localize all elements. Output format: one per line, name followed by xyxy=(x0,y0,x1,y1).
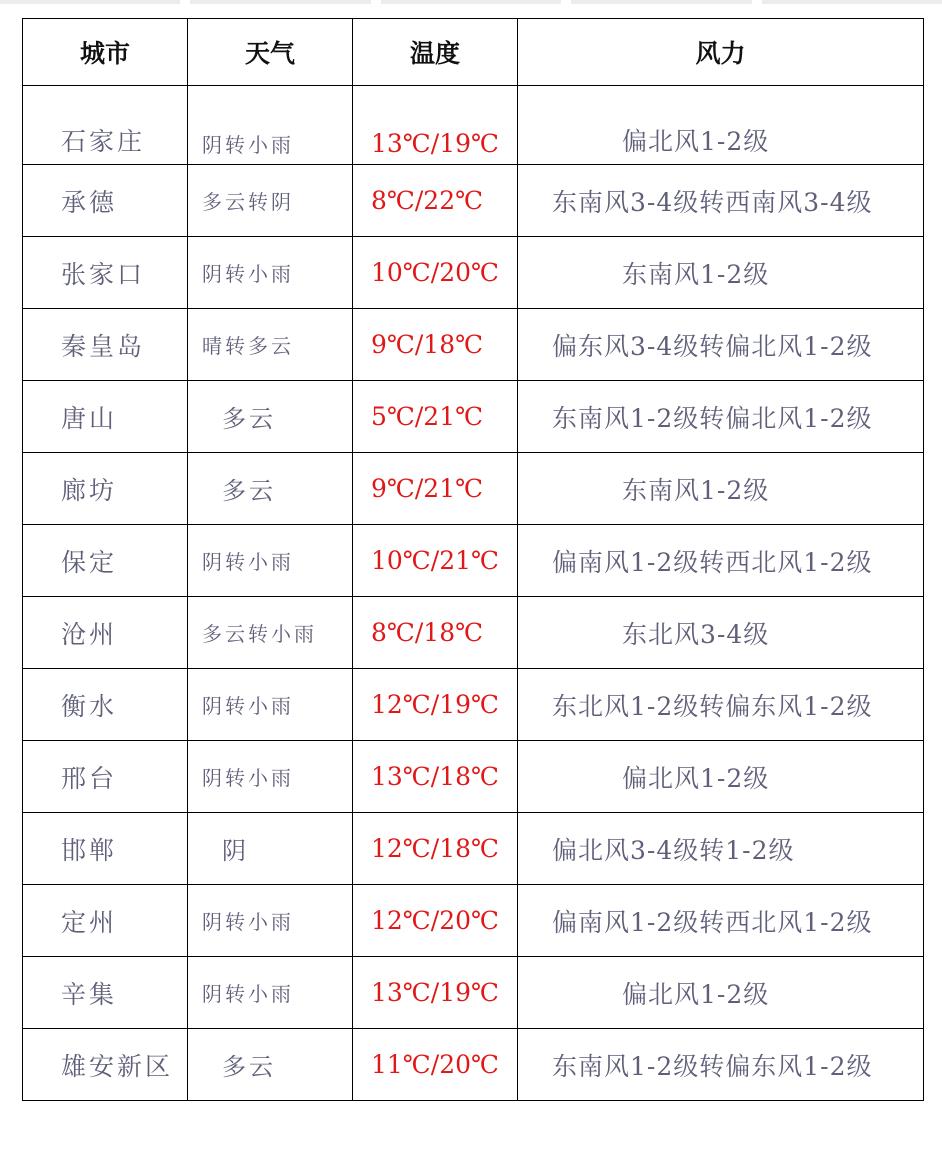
temp-cell: 13℃/18℃ xyxy=(353,741,518,813)
city-cell: 雄安新区 xyxy=(23,1029,188,1101)
weather-cell: 阴转小雨 xyxy=(188,525,353,597)
weather-cell: 阴转小雨 xyxy=(188,86,353,165)
wind-cell: 东南风3-4级转西南风3-4级 xyxy=(518,165,924,237)
weather-table-container xyxy=(22,18,923,1101)
wind-cell: 东南风1-2级 xyxy=(518,237,924,309)
wind-cell: 偏北风1-2级 xyxy=(518,957,924,1029)
wind-cell: 东南风1-2级 xyxy=(518,453,924,525)
city-cell: 邢台 xyxy=(23,741,188,813)
weather-cell: 阴转小雨 xyxy=(188,885,353,957)
temp-cell: 8℃/22℃ xyxy=(353,165,518,237)
temp-cell: 10℃/20℃ xyxy=(353,237,518,309)
header-city: 城市 xyxy=(23,19,188,86)
top-strip xyxy=(0,0,942,4)
city-cell: 邯郸 xyxy=(23,813,188,885)
temp-cell: 13℃/19℃ xyxy=(353,86,518,165)
wind-cell: 偏南风1-2级转西北风1-2级 xyxy=(518,525,924,597)
temp-cell: 9℃/21℃ xyxy=(353,453,518,525)
temp-cell: 10℃/21℃ xyxy=(353,525,518,597)
table-row xyxy=(23,86,924,165)
wind-cell: 偏北风1-2级 xyxy=(518,86,924,165)
temp-cell: 8℃/18℃ xyxy=(353,597,518,669)
city-cell: 衡水 xyxy=(23,669,188,741)
weather-cell: 阴转小雨 xyxy=(188,669,353,741)
weather-cell: 多云 xyxy=(188,1029,353,1101)
weather-cell: 阴转小雨 xyxy=(188,741,353,813)
city-cell: 秦皇岛 xyxy=(23,309,188,381)
weather-cell: 多云 xyxy=(188,381,353,453)
weather-cell: 阴转小雨 xyxy=(188,237,353,309)
header-temp: 温度 xyxy=(353,19,518,86)
wind-cell: 偏北风1-2级 xyxy=(518,741,924,813)
table-row xyxy=(23,309,924,381)
city-cell: 张家口 xyxy=(23,237,188,309)
table-row xyxy=(23,165,924,237)
weather-cell: 晴转多云 xyxy=(188,309,353,381)
city-cell: 定州 xyxy=(23,885,188,957)
table-row xyxy=(23,885,924,957)
table-row xyxy=(23,1029,924,1101)
city-cell: 石家庄 xyxy=(23,86,188,165)
table-row xyxy=(23,237,924,309)
city-cell: 承德 xyxy=(23,165,188,237)
table-row xyxy=(23,669,924,741)
wind-cell: 东南风1-2级转偏北风1-2级 xyxy=(518,381,924,453)
city-cell: 辛集 xyxy=(23,957,188,1029)
table-header-row xyxy=(23,19,924,86)
weather-cell: 阴转小雨 xyxy=(188,957,353,1029)
table-row xyxy=(23,813,924,885)
weather-cell: 多云 xyxy=(188,453,353,525)
weather-cell: 多云转小雨 xyxy=(188,597,353,669)
weather-cell: 阴 xyxy=(188,813,353,885)
wind-cell: 东北风1-2级转偏东风1-2级 xyxy=(518,669,924,741)
table-row xyxy=(23,381,924,453)
table-row xyxy=(23,525,924,597)
wind-cell: 偏北风3-4级转1-2级 xyxy=(518,813,924,885)
table-row xyxy=(23,597,924,669)
header-wind: 风力 xyxy=(518,19,924,86)
temp-cell: 5℃/21℃ xyxy=(353,381,518,453)
temp-cell: 9℃/18℃ xyxy=(353,309,518,381)
city-cell: 廊坊 xyxy=(23,453,188,525)
city-cell: 沧州 xyxy=(23,597,188,669)
temp-cell: 11℃/20℃ xyxy=(353,1029,518,1101)
weather-cell: 多云转阴 xyxy=(188,165,353,237)
temp-cell: 12℃/19℃ xyxy=(353,669,518,741)
wind-cell: 东南风1-2级转偏东风1-2级 xyxy=(518,1029,924,1101)
wind-cell: 偏东风3-4级转偏北风1-2级 xyxy=(518,309,924,381)
header-weather: 天气 xyxy=(188,19,353,86)
temp-cell: 12℃/20℃ xyxy=(353,885,518,957)
weather-table xyxy=(22,18,924,1101)
wind-cell: 偏南风1-2级转西北风1-2级 xyxy=(518,885,924,957)
table-row xyxy=(23,453,924,525)
table-row xyxy=(23,741,924,813)
temp-cell: 13℃/19℃ xyxy=(353,957,518,1029)
city-cell: 唐山 xyxy=(23,381,188,453)
wind-cell: 东北风3-4级 xyxy=(518,597,924,669)
temp-cell: 12℃/18℃ xyxy=(353,813,518,885)
table-row xyxy=(23,957,924,1029)
city-cell: 保定 xyxy=(23,525,188,597)
